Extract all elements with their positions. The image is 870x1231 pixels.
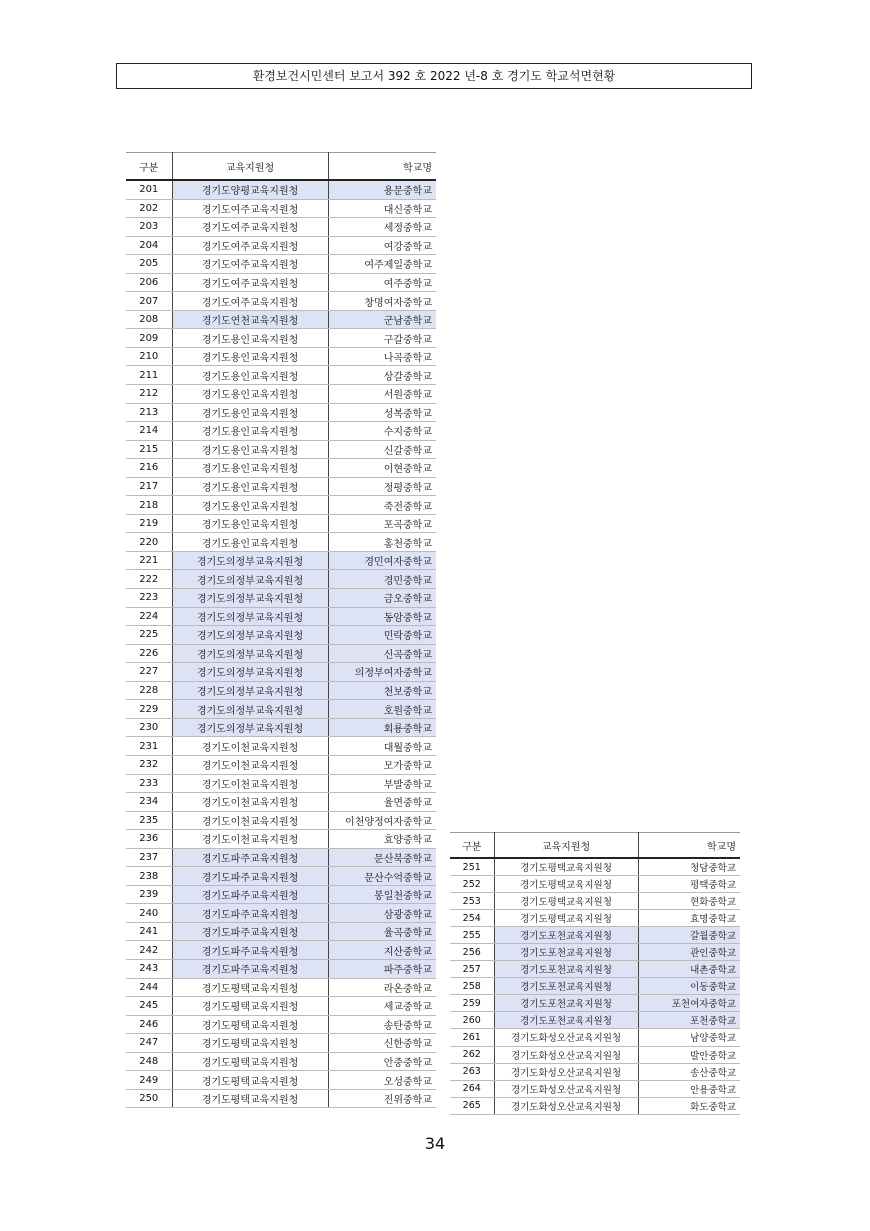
table-row xyxy=(126,1015,436,1034)
table-row xyxy=(450,1046,740,1063)
row-office: 경기도여주교육지원청 xyxy=(172,218,328,237)
report-header: 환경보건시민센터 보고서 392 호 2022 년-8 호 경기도 학교석면현황 xyxy=(116,63,752,89)
table-row xyxy=(126,1071,436,1090)
table-row xyxy=(450,1029,740,1046)
row-school: 삼광중학교 xyxy=(328,904,436,923)
row-number: 220 xyxy=(126,533,172,552)
table-row xyxy=(126,551,436,570)
table-row xyxy=(126,477,436,496)
row-school: 부발중학교 xyxy=(328,774,436,793)
row-office: 경기도의정부교육지원청 xyxy=(172,626,328,645)
row-number: 212 xyxy=(126,385,172,404)
row-number: 207 xyxy=(126,292,172,311)
row-number: 261 xyxy=(450,1029,494,1046)
row-school: 회룡중학교 xyxy=(328,718,436,737)
row-office: 경기도파주교육지원청 xyxy=(172,941,328,960)
table-row xyxy=(126,774,436,793)
row-school: 송산중학교 xyxy=(638,1063,740,1080)
row-school: 천보중학교 xyxy=(328,681,436,700)
table-row xyxy=(126,663,436,682)
row-school: 구갈중학교 xyxy=(328,329,436,348)
row-school: 이동중학교 xyxy=(638,978,740,995)
row-office: 경기도이천교육지원청 xyxy=(172,830,328,849)
row-number: 251 xyxy=(450,858,494,876)
column-header-no: 구분 xyxy=(126,153,172,181)
row-office: 경기도포천교육지원청 xyxy=(494,961,638,978)
row-number: 238 xyxy=(126,867,172,886)
row-number: 205 xyxy=(126,255,172,274)
row-number: 221 xyxy=(126,551,172,570)
row-school: 문산북중학교 xyxy=(328,848,436,867)
table-row xyxy=(126,1052,436,1071)
row-office: 경기도포천교육지원청 xyxy=(494,927,638,944)
row-number: 209 xyxy=(126,329,172,348)
row-school: 효양중학교 xyxy=(328,830,436,849)
row-office: 경기도파주교육지원청 xyxy=(172,867,328,886)
table-header-row xyxy=(126,153,436,181)
table-row xyxy=(450,995,740,1012)
row-school: 갈월중학교 xyxy=(638,927,740,944)
table-row xyxy=(126,867,436,886)
row-office: 경기도평택교육지원청 xyxy=(172,1071,328,1090)
row-office: 경기도의정부교육지원청 xyxy=(172,570,328,589)
row-office: 경기도용인교육지원청 xyxy=(172,329,328,348)
row-school: 이현중학교 xyxy=(328,459,436,478)
row-school: 라온중학교 xyxy=(328,978,436,997)
row-number: 245 xyxy=(126,997,172,1016)
row-office: 경기도용인교육지원청 xyxy=(172,385,328,404)
row-school: 경민중학교 xyxy=(328,570,436,589)
table-row xyxy=(126,941,436,960)
row-school: 대신중학교 xyxy=(328,199,436,218)
page-number: 34 xyxy=(424,1134,446,1153)
row-number: 252 xyxy=(450,876,494,893)
row-number: 226 xyxy=(126,644,172,663)
row-office: 경기도이천교육지원청 xyxy=(172,755,328,774)
row-office: 경기도파주교육지원청 xyxy=(172,922,328,941)
row-office: 경기도포천교육지원청 xyxy=(494,995,638,1012)
table-row xyxy=(126,700,436,719)
row-office: 경기도평택교육지원청 xyxy=(172,1034,328,1053)
row-school: 수지중학교 xyxy=(328,422,436,441)
row-number: 204 xyxy=(126,236,172,255)
row-number: 239 xyxy=(126,885,172,904)
table-row xyxy=(126,644,436,663)
row-school: 안용중학교 xyxy=(638,1080,740,1097)
row-office: 경기도화성오산교육지원청 xyxy=(494,1097,638,1114)
table-row xyxy=(126,811,436,830)
row-school: 율곡중학교 xyxy=(328,922,436,941)
row-school: 파주중학교 xyxy=(328,959,436,978)
row-number: 262 xyxy=(450,1046,494,1063)
row-number: 218 xyxy=(126,496,172,515)
row-office: 경기도용인교육지원청 xyxy=(172,366,328,385)
row-school: 포천여자중학교 xyxy=(638,995,740,1012)
row-school: 봉일천중학교 xyxy=(328,885,436,904)
row-school: 청담중학교 xyxy=(638,858,740,876)
row-number: 243 xyxy=(126,959,172,978)
row-number: 264 xyxy=(450,1080,494,1097)
column-header-office: 교육지원청 xyxy=(494,833,638,859)
table-row xyxy=(126,922,436,941)
row-number: 257 xyxy=(450,961,494,978)
row-office: 경기도평택교육지원청 xyxy=(172,997,328,1016)
row-school: 용문중학교 xyxy=(328,180,436,199)
row-school: 호원중학교 xyxy=(328,700,436,719)
table-header-row xyxy=(450,833,740,859)
row-number: 237 xyxy=(126,848,172,867)
table-row xyxy=(126,737,436,756)
table-row xyxy=(126,366,436,385)
row-school: 성복중학교 xyxy=(328,403,436,422)
row-number: 213 xyxy=(126,403,172,422)
row-school: 여주제일중학교 xyxy=(328,255,436,274)
row-office: 경기도의정부교육지원청 xyxy=(172,718,328,737)
table-row xyxy=(126,459,436,478)
row-school: 오성중학교 xyxy=(328,1071,436,1090)
row-school: 동암중학교 xyxy=(328,607,436,626)
column-header-school: 학교명 xyxy=(328,153,436,181)
row-number: 256 xyxy=(450,944,494,961)
row-number: 224 xyxy=(126,607,172,626)
table-row xyxy=(450,978,740,995)
row-school: 나곡중학교 xyxy=(328,347,436,366)
row-office: 경기도의정부교육지원청 xyxy=(172,607,328,626)
row-number: 219 xyxy=(126,514,172,533)
table-row xyxy=(126,273,436,292)
row-number: 214 xyxy=(126,422,172,441)
row-school: 죽전중학교 xyxy=(328,496,436,515)
table-row xyxy=(126,997,436,1016)
table-row xyxy=(126,496,436,515)
row-school: 창명여자중학교 xyxy=(328,292,436,311)
row-school: 진위중학교 xyxy=(328,1089,436,1108)
table-row xyxy=(126,440,436,459)
row-office: 경기도이천교육지원청 xyxy=(172,811,328,830)
row-office: 경기도화성오산교육지원청 xyxy=(494,1063,638,1080)
row-number: 208 xyxy=(126,310,172,329)
row-school: 화도중학교 xyxy=(638,1097,740,1114)
row-number: 253 xyxy=(450,893,494,910)
table-row xyxy=(450,910,740,927)
row-school: 여강중학교 xyxy=(328,236,436,255)
row-number: 201 xyxy=(126,180,172,199)
row-school: 서원중학교 xyxy=(328,385,436,404)
row-office: 경기도용인교육지원청 xyxy=(172,347,328,366)
row-office: 경기도평택교육지원청 xyxy=(172,1015,328,1034)
row-number: 259 xyxy=(450,995,494,1012)
column-header-office: 교육지원청 xyxy=(172,153,328,181)
row-number: 246 xyxy=(126,1015,172,1034)
table-row xyxy=(450,1097,740,1114)
row-number: 234 xyxy=(126,793,172,812)
table-row xyxy=(450,876,740,893)
table-row xyxy=(126,218,436,237)
row-number: 203 xyxy=(126,218,172,237)
row-school: 의정부여자중학교 xyxy=(328,663,436,682)
row-number: 206 xyxy=(126,273,172,292)
table-row xyxy=(126,718,436,737)
row-number: 244 xyxy=(126,978,172,997)
row-office: 경기도평택교육지원청 xyxy=(172,1052,328,1071)
row-office: 경기도평택교육지원청 xyxy=(494,858,638,876)
row-school: 현화중학교 xyxy=(638,893,740,910)
table-row xyxy=(126,626,436,645)
table-row xyxy=(126,403,436,422)
row-number: 223 xyxy=(126,589,172,608)
table-row xyxy=(126,904,436,923)
table-body-left xyxy=(126,180,436,1108)
row-number: 215 xyxy=(126,440,172,459)
row-office: 경기도화성오산교육지원청 xyxy=(494,1046,638,1063)
row-school: 세교중학교 xyxy=(328,997,436,1016)
row-number: 258 xyxy=(450,978,494,995)
row-number: 248 xyxy=(126,1052,172,1071)
row-school: 이천양정여자중학교 xyxy=(328,811,436,830)
row-office: 경기도여주교육지원청 xyxy=(172,273,328,292)
row-office: 경기도평택교육지원청 xyxy=(494,876,638,893)
row-school: 포곡중학교 xyxy=(328,514,436,533)
row-number: 255 xyxy=(450,927,494,944)
table-row xyxy=(126,959,436,978)
row-office: 경기도의정부교육지원청 xyxy=(172,700,328,719)
table-row xyxy=(126,1034,436,1053)
row-office: 경기도여주교육지원청 xyxy=(172,199,328,218)
row-office: 경기도여주교육지원청 xyxy=(172,255,328,274)
row-number: 217 xyxy=(126,477,172,496)
table-row xyxy=(450,893,740,910)
row-number: 250 xyxy=(126,1089,172,1108)
row-office: 경기도의정부교육지원청 xyxy=(172,551,328,570)
row-school: 평택중학교 xyxy=(638,876,740,893)
table-row xyxy=(126,793,436,812)
row-school: 정평중학교 xyxy=(328,477,436,496)
column-header-school: 학교명 xyxy=(638,833,740,859)
row-office: 경기도포천교육지원청 xyxy=(494,944,638,961)
table-row xyxy=(126,570,436,589)
row-office: 경기도양평교육지원청 xyxy=(172,180,328,199)
table-row xyxy=(450,1080,740,1097)
row-number: 263 xyxy=(450,1063,494,1080)
row-office: 경기도용인교육지원청 xyxy=(172,533,328,552)
row-school: 신곡중학교 xyxy=(328,644,436,663)
row-office: 경기도여주교육지원청 xyxy=(172,236,328,255)
table-row xyxy=(126,848,436,867)
table-row xyxy=(126,589,436,608)
school-table-left xyxy=(126,152,436,1108)
table-row xyxy=(126,180,436,199)
row-number: 242 xyxy=(126,941,172,960)
table-row xyxy=(126,830,436,849)
table-row xyxy=(126,1089,436,1108)
row-number: 249 xyxy=(126,1071,172,1090)
row-office: 경기도여주교육지원청 xyxy=(172,292,328,311)
row-office: 경기도용인교육지원청 xyxy=(172,403,328,422)
row-number: 210 xyxy=(126,347,172,366)
row-office: 경기도평택교육지원청 xyxy=(494,910,638,927)
row-number: 247 xyxy=(126,1034,172,1053)
row-number: 235 xyxy=(126,811,172,830)
row-office: 경기도이천교육지원청 xyxy=(172,774,328,793)
row-number: 216 xyxy=(126,459,172,478)
column-header-no: 구분 xyxy=(450,833,494,859)
row-number: 222 xyxy=(126,570,172,589)
row-school: 모가중학교 xyxy=(328,755,436,774)
row-office: 경기도연천교육지원청 xyxy=(172,310,328,329)
row-office: 경기도화성오산교육지원청 xyxy=(494,1080,638,1097)
row-number: 228 xyxy=(126,681,172,700)
table-row xyxy=(126,681,436,700)
row-number: 260 xyxy=(450,1012,494,1029)
table-row xyxy=(126,533,436,552)
row-number: 229 xyxy=(126,700,172,719)
row-number: 227 xyxy=(126,663,172,682)
row-school: 포천중학교 xyxy=(638,1012,740,1029)
row-school: 남양중학교 xyxy=(638,1029,740,1046)
row-office: 경기도용인교육지원청 xyxy=(172,422,328,441)
row-school: 홍천중학교 xyxy=(328,533,436,552)
table-body-right xyxy=(450,858,740,1114)
row-school: 대월중학교 xyxy=(328,737,436,756)
table-row xyxy=(450,858,740,876)
row-school: 지산중학교 xyxy=(328,941,436,960)
table-row xyxy=(126,236,436,255)
row-school: 문산수억중학교 xyxy=(328,867,436,886)
table-row xyxy=(126,514,436,533)
table-row xyxy=(126,755,436,774)
table-row xyxy=(126,422,436,441)
row-number: 202 xyxy=(126,199,172,218)
table-row xyxy=(126,199,436,218)
row-school: 안중중학교 xyxy=(328,1052,436,1071)
row-number: 233 xyxy=(126,774,172,793)
school-table-right xyxy=(450,832,740,1115)
row-office: 경기도의정부교육지원청 xyxy=(172,589,328,608)
row-school: 신한중학교 xyxy=(328,1034,436,1053)
row-school: 내촌중학교 xyxy=(638,961,740,978)
row-office: 경기도평택교육지원청 xyxy=(494,893,638,910)
row-school: 발안중학교 xyxy=(638,1046,740,1063)
table-row xyxy=(126,255,436,274)
row-number: 230 xyxy=(126,718,172,737)
table-row xyxy=(126,385,436,404)
row-office: 경기도평택교육지원청 xyxy=(172,978,328,997)
table-row xyxy=(126,607,436,626)
row-number: 240 xyxy=(126,904,172,923)
row-school: 금오중학교 xyxy=(328,589,436,608)
row-number: 236 xyxy=(126,830,172,849)
row-office: 경기도파주교육지원청 xyxy=(172,904,328,923)
row-number: 232 xyxy=(126,755,172,774)
row-school: 군남중학교 xyxy=(328,310,436,329)
row-school: 송탄중학교 xyxy=(328,1015,436,1034)
row-office: 경기도의정부교육지원청 xyxy=(172,681,328,700)
row-office: 경기도파주교육지원청 xyxy=(172,885,328,904)
row-office: 경기도용인교육지원청 xyxy=(172,514,328,533)
row-office: 경기도용인교육지원청 xyxy=(172,440,328,459)
row-number: 265 xyxy=(450,1097,494,1114)
table-row xyxy=(126,978,436,997)
row-number: 211 xyxy=(126,366,172,385)
row-number: 225 xyxy=(126,626,172,645)
row-school: 율면중학교 xyxy=(328,793,436,812)
row-number: 231 xyxy=(126,737,172,756)
row-office: 경기도용인교육지원청 xyxy=(172,496,328,515)
table-row xyxy=(126,292,436,311)
row-office: 경기도포천교육지원청 xyxy=(494,1012,638,1029)
row-number: 241 xyxy=(126,922,172,941)
table-row xyxy=(126,347,436,366)
table-row xyxy=(126,329,436,348)
row-office: 경기도이천교육지원청 xyxy=(172,793,328,812)
row-office: 경기도이천교육지원청 xyxy=(172,737,328,756)
table-row xyxy=(450,961,740,978)
row-office: 경기도파주교육지원청 xyxy=(172,848,328,867)
row-office: 경기도의정부교육지원청 xyxy=(172,644,328,663)
row-office: 경기도파주교육지원청 xyxy=(172,959,328,978)
row-office: 경기도용인교육지원청 xyxy=(172,477,328,496)
table-row xyxy=(450,927,740,944)
table-row xyxy=(126,310,436,329)
row-school: 효명중학교 xyxy=(638,910,740,927)
row-office: 경기도의정부교육지원청 xyxy=(172,663,328,682)
table-row xyxy=(450,1063,740,1080)
row-office: 경기도화성오산교육지원청 xyxy=(494,1029,638,1046)
row-school: 여주중학교 xyxy=(328,273,436,292)
table-row xyxy=(450,944,740,961)
row-school: 민락중학교 xyxy=(328,626,436,645)
row-school: 신갈중학교 xyxy=(328,440,436,459)
row-office: 경기도용인교육지원청 xyxy=(172,459,328,478)
row-school: 세정중학교 xyxy=(328,218,436,237)
row-school: 경민여자중학교 xyxy=(328,551,436,570)
row-office: 경기도포천교육지원청 xyxy=(494,978,638,995)
table-row xyxy=(450,1012,740,1029)
row-office: 경기도평택교육지원청 xyxy=(172,1089,328,1108)
row-school: 상갈중학교 xyxy=(328,366,436,385)
row-number: 254 xyxy=(450,910,494,927)
table-row xyxy=(126,885,436,904)
row-school: 관인중학교 xyxy=(638,944,740,961)
